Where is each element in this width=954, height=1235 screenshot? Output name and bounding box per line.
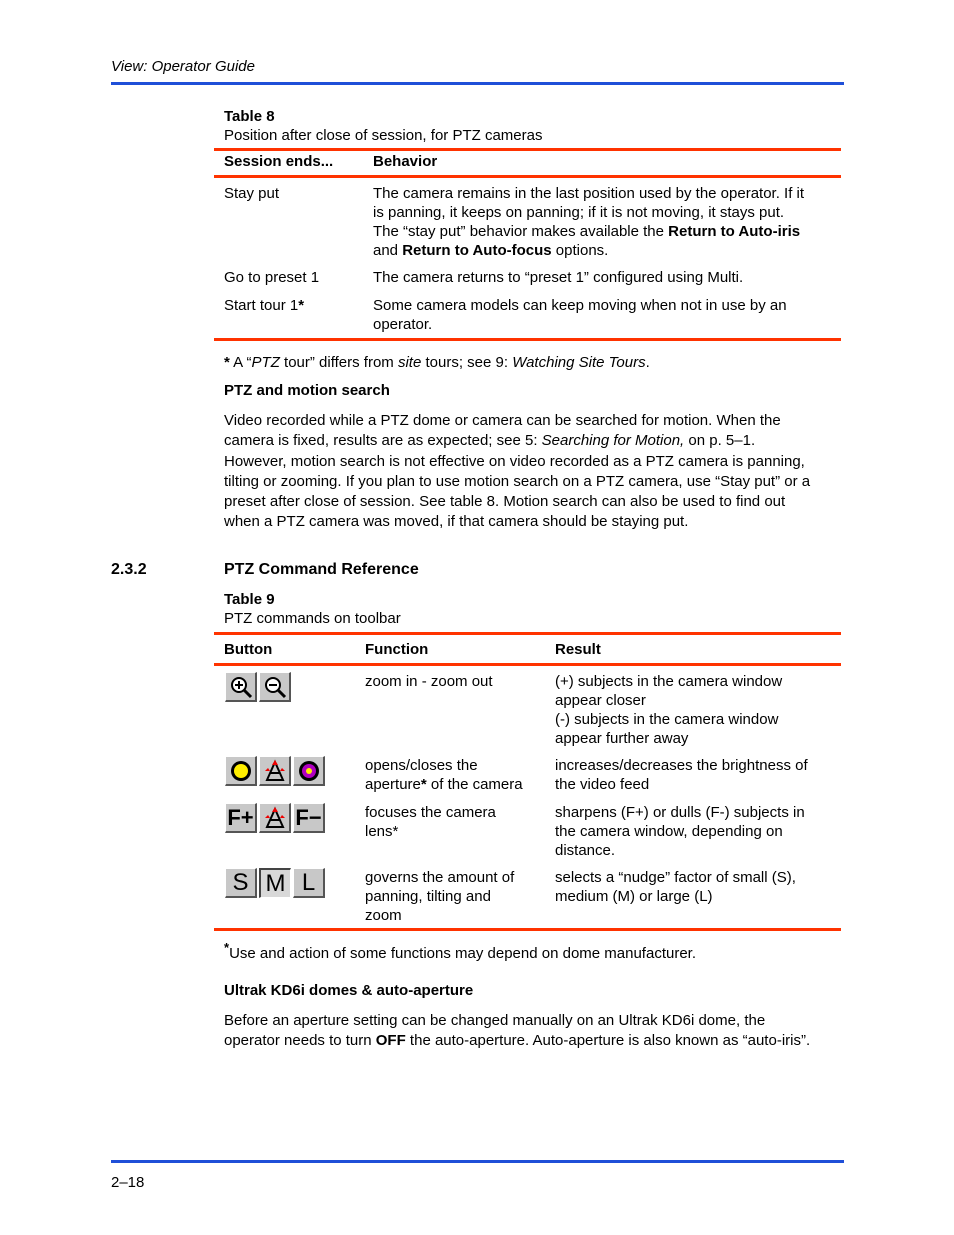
focus-buttons (225, 803, 325, 833)
table8-row-behavior: The camera remains in the last position used by the operator. If it is panning, it keeps on panning; if it is not moving, it stays put. The “stay put” behavior makes available the Return to Auto-iris and Return to Auto-focus options. (373, 185, 805, 259)
ultrak-heading: Ultrak KD6i domes & auto-aperture (224, 982, 474, 999)
table8-title: Position after close of session, for PTZ cameras (224, 127, 543, 144)
focus-far-label: F− (293, 803, 325, 833)
table9-result-focus: sharpens (F+) or dulls (F-) subjects in the camera window, depending on distance. (555, 804, 805, 859)
table8-header-rule (214, 175, 841, 178)
table9-note: *Use and action of some functions may depend on dome manufacturer. (224, 940, 697, 962)
page-number: 2–18 (111, 1174, 145, 1191)
ptz-motion-paragraph: Video recorded while a PTZ dome or camera can be searched for motion. When the camera is fixed, results are as expected; see 5: Searching for Motion, on p. 5–1. However, motion search is not effective on video recorded as a PTZ camera is panning, tilting or zooming. If you plan to use motion search on a PTZ camera, use “Stay put” or a preset after close of session. See table 8. Motion search can also be used to find out when a PTZ camera was moved, if that camera should be staying put. (224, 412, 811, 531)
table8-row-behavior: Some camera models can keep moving when not in use by an operator. (373, 297, 787, 333)
table9-func-focus: focuses the camera lens* (365, 804, 496, 840)
zoom-buttons (225, 672, 291, 702)
table8-bottom-rule (214, 338, 841, 341)
table9-label: Table 9 (224, 591, 275, 608)
running-header: View: Operator Guide (111, 58, 255, 75)
header-rule (111, 82, 844, 85)
table9-header-rule (214, 663, 841, 666)
table8-note: * A “PTZ tour” differs from site tours; see 9: Watching Site Tours. (224, 354, 650, 371)
table8-row-key: Start tour 1* (224, 297, 305, 314)
table9-func-zoom: zoom in - zoom out (365, 673, 493, 690)
nudge-large-label: L (293, 868, 325, 898)
table9-bottom-rule (214, 928, 841, 931)
iris-open-icon (225, 756, 257, 786)
table9-col-function: Function (365, 641, 429, 658)
table9-col-button: Button (224, 641, 273, 658)
table9-result-iris: increases/decreases the brightness of the video feed (555, 757, 808, 793)
table8-col-behavior: Behavior (373, 153, 438, 170)
table8-row-key: Stay put (224, 185, 280, 202)
nudge-small-label: S (225, 868, 257, 898)
section-title: PTZ Command Reference (224, 561, 419, 578)
table9-func-iris: opens/closes the aperture* of the camera (365, 757, 523, 793)
table8-top-rule (214, 148, 841, 151)
table9-result-nudge: selects a “nudge” factor of small (S), medium (M) or large (L) (555, 869, 796, 905)
table8-col-session: Session ends... (224, 153, 334, 170)
ptz-motion-heading: PTZ and motion search (224, 382, 390, 399)
table8-row-key: Go to preset 1 (224, 269, 320, 286)
iris-buttons (225, 756, 325, 786)
ultrak-paragraph: Before an aperture setting can be changed manually on an Ultrak KD6i dome, the operator needs to turn OFF the auto-aperture. Auto-aperture is also known as “auto-iris”. (224, 1012, 811, 1050)
zoom-in-icon (225, 672, 257, 702)
nudge-buttons (225, 868, 325, 898)
table9-caption (224, 590, 401, 628)
table8-label: Table 8 (224, 108, 275, 125)
auto-focus-icon (259, 803, 291, 833)
table9-title: PTZ commands on toolbar (224, 610, 401, 627)
auto-iris-icon (259, 756, 291, 786)
footer-rule (111, 1160, 844, 1163)
table8-row-behavior: The camera returns to “preset 1” configured using Multi. (373, 269, 744, 286)
zoom-out-icon (259, 672, 291, 702)
focus-near-label: F+ (225, 803, 257, 833)
iris-close-icon (293, 756, 325, 786)
table9-top-rule (214, 632, 841, 635)
section-number: 2.3.2 (111, 561, 147, 578)
nudge-medium-label: M (259, 868, 291, 898)
table9-func-nudge: governs the amount of panning, tilting and zoom (365, 869, 515, 924)
table9-result-zoom: (+) subjects in the camera window appear closer (-) subjects in the camera window appear further away (555, 673, 783, 747)
table8-caption (224, 107, 542, 145)
table9-col-result: Result (555, 641, 601, 658)
